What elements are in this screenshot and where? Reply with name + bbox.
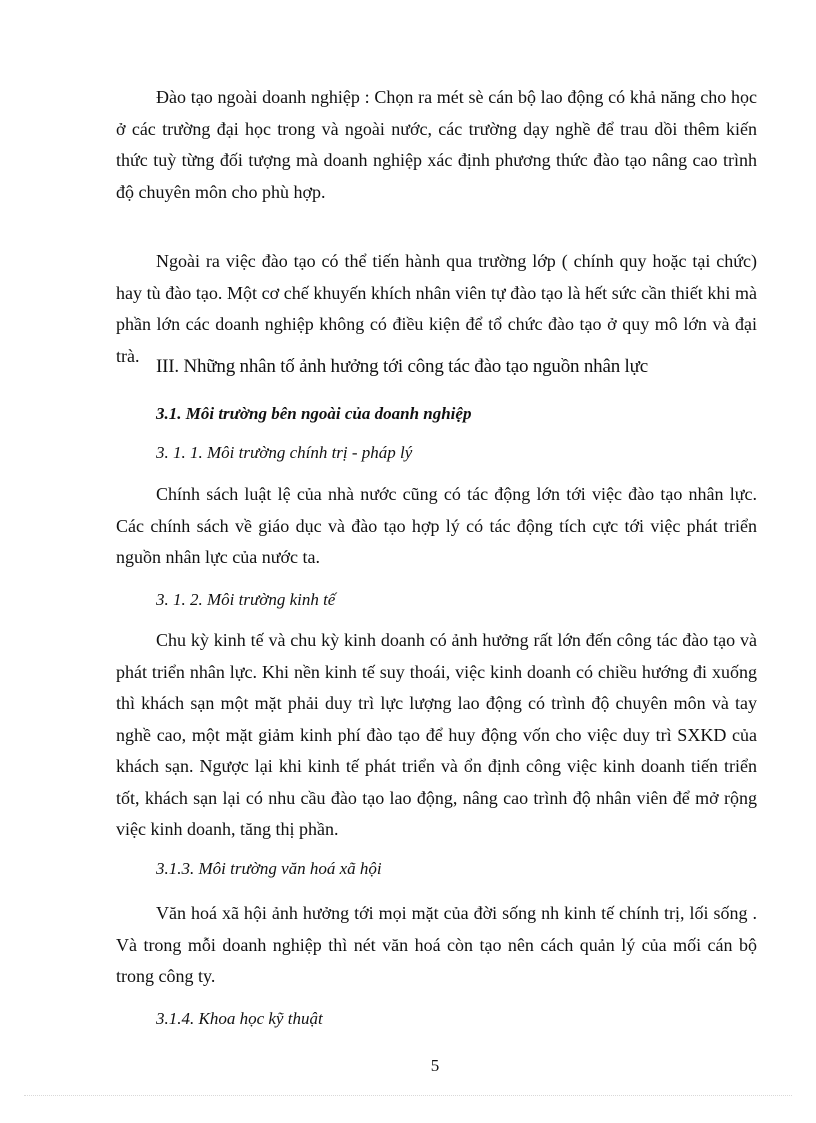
section-heading-iii: III. Những nhân tố ảnh hưởng tới công tác đào tạo nguồn nhân lực xyxy=(156,356,648,377)
paragraph-economic: Chu kỳ kinh tế và chu kỳ kinh doanh có ảnh hưởng rất lớn đến công tác đào tạo và phát triển nhân lực. Khi nền kinh tế suy thoái, việc kinh doanh có chiều hướng đi xuống thì khách sạn một mặt phải duy trì lực lượng lao động có trình độ chuyên môn và tay nghề cao, một mặt giảm kinh phí đào tạo để huy động vốn cho việc duy trì SXKD của khách sạn. Ngược lại khi kinh tế phát triển và ổn định công việc kinh doanh tiến triển tốt, khách sạn lại có nhu cầu đào tạo lao động, nâng cao trình độ nhân viên để mở rộng việc kinh doanh, tăng thị phần. xyxy=(116,630,757,839)
paragraph-training-other: Ngoài ra việc đào tạo có thể tiến hành qua trường lớp ( chính quy hoặc tại chức) hay tù đào tạo. Một cơ chế khuyến khích nhân viên tự đào tạo là hết sức cần thiết khi mà phần lớn các doanh nghiệp không có điều kiện để tổ chức đào tạo ở quy mô lớn và đại trà. xyxy=(116,251,757,366)
paragraph-cultural-social: Văn hoá xã hội ảnh hưởng tới mọi mặt của đời sống nh kinh tế chính trị, lối sống . Và trong mỗi doanh nghiệp thì nét văn hoá còn tạo nên cách quản lý của mối cán bộ trong công ty. xyxy=(116,903,757,986)
paragraph-training-outside: Đào tạo ngoài doanh nghiệp : Chọn ra mét sè cán bộ lao động có khả năng cho học ở các trường đại học trong và ngoài nước, các trường dạy nghề để trau dồi thêm kiến thức tuỳ từng đối tượng mà doanh nghiệp xác định phương thức đào tạo nâng cao trình độ chuyên môn cho phù hợp. xyxy=(116,87,757,202)
page-bottom-rule xyxy=(24,1095,792,1096)
subheading-3-1: 3.1. Môi trường bên ngoài của doanh nghiệp xyxy=(156,404,472,423)
subheading-3-1-2: 3. 1. 2. Môi trường kinh tế xyxy=(156,590,336,609)
paragraph-political-legal: Chính sách luật lệ của nhà nước cũng có tác động lớn tới việc đào tạo nhân lực. Các chính sách về giáo dục và đào tạo hợp lý có tác động tích cực tới việc phát triển nguồn nhân lực của nước ta. xyxy=(116,484,757,567)
subheading-3-1-1: 3. 1. 1. Môi trường chính trị - pháp lý xyxy=(156,443,413,462)
subheading-3-1-3: 3.1.3. Môi trường văn hoá xã hội xyxy=(156,859,382,878)
subheading-3-1-4: 3.1.4. Khoa học kỹ thuật xyxy=(156,1009,323,1028)
page-number: 5 xyxy=(430,1056,440,1075)
